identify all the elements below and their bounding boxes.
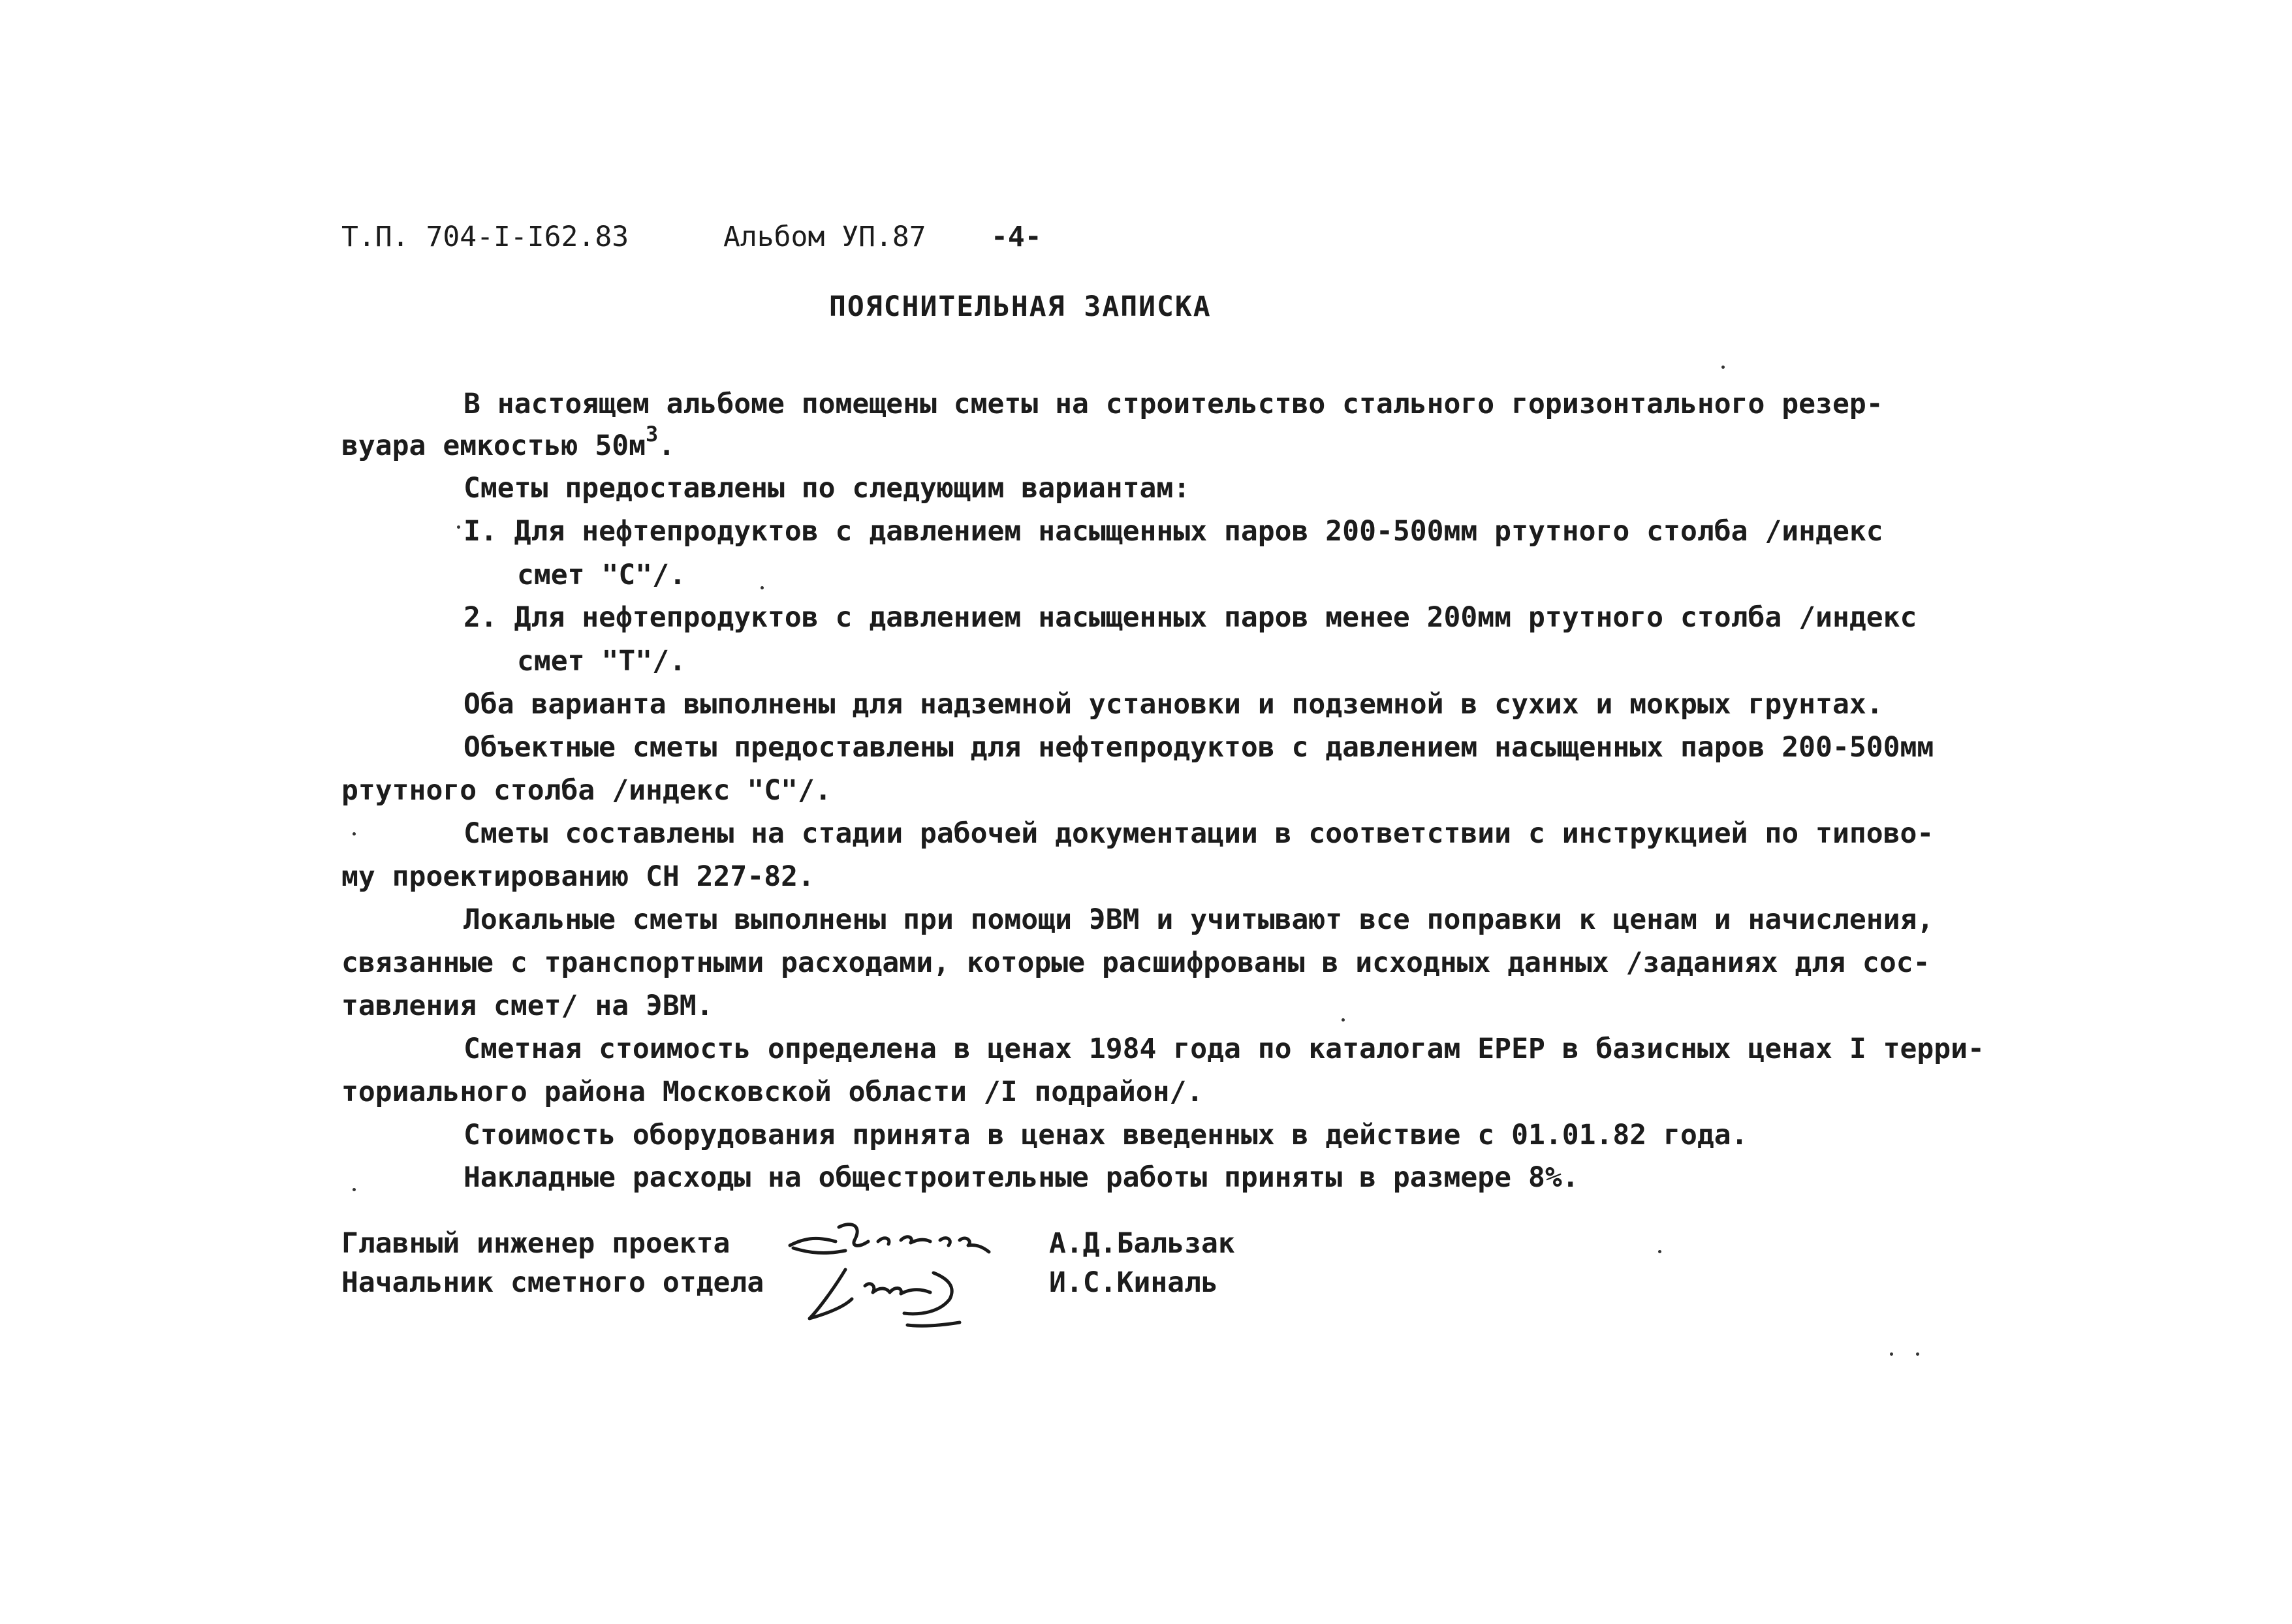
scan-speck <box>457 525 460 529</box>
scan-speck <box>1890 1352 1893 1356</box>
variant-1-line-1: І. Для нефтепродуктов с давлением насыщенных паров 200-500мм ртутного столба /индекс <box>463 515 1883 548</box>
scan-speck <box>1658 1250 1661 1253</box>
variant-2-line-1: 2. Для нефтепродуктов с давлением насыщенных паров менее 200мм ртутного столба /индекс <box>463 601 1917 634</box>
paragraph-both-variants: Оба варианта выполнены для надземной установки и подземной в сухих и мокрых грунтах. <box>463 688 1883 721</box>
page-number: -4- <box>991 221 1042 253</box>
paragraph-equipment: Стоимость оборудования принята в ценах введенных в действие с 01.01.82 года. <box>463 1119 1748 1151</box>
intro-text: вуара емкостью 50м <box>341 429 646 462</box>
paragraph-local-estimates-line-2: связанные с транспортными расходами, которые расшифрованы в исходных данных /заданиях для сос- <box>341 946 1930 979</box>
document-title: ПОЯСНИТЕЛЬНАЯ ЗАПИСКА <box>829 290 1212 323</box>
intro-period: . <box>658 429 676 462</box>
signature-role-estimate-head: Начальник сметного отдела <box>341 1266 764 1299</box>
project-code: Т.П. 704-І-І62.83 <box>341 221 629 253</box>
variants-lead: Сметы предоставлены по следующим вариантам: <box>463 472 1191 505</box>
paragraph-overhead: Накладные расходы на общестроительные работы приняты в размере 8%. <box>463 1161 1579 1194</box>
album-number: Альбом УП.87 <box>723 221 926 253</box>
scan-speck <box>761 586 764 589</box>
paragraph-cost-line-1: Сметная стоимость определена в ценах 1984 года по каталогам ЕРЕР в базисных ценах I терри- <box>463 1033 1985 1065</box>
paragraph-cost-line-2: ториального района Московской области /I подрайон/. <box>341 1076 1204 1108</box>
handwritten-signatures <box>774 1201 1048 1332</box>
scan-speck <box>1342 1018 1345 1022</box>
scan-speck <box>353 832 356 835</box>
variant-2-line-2: смет "Т"/. <box>517 645 686 678</box>
paragraph-composition-line-1: Сметы составлены на стадии рабочей документации в соответствии с инструкцией по типово- <box>463 817 1934 850</box>
scan-speck <box>353 1188 356 1191</box>
intro-superscript: 3 <box>646 421 659 446</box>
signature-role-chief-engineer: Главный инженер проекта <box>341 1227 730 1260</box>
paragraph-object-estimates-line-2: ртутного столба /индекс "С"/. <box>341 774 832 807</box>
variant-1-line-2: смет "С"/. <box>517 559 686 591</box>
scan-speck <box>1721 366 1725 369</box>
signature-name-chief-engineer: А.Д.Бальзак <box>1049 1227 1235 1260</box>
paragraph-object-estimates-line-1: Объектные сметы предоставлены для нефтепродуктов с давлением насыщенных паров 200-500мм <box>463 731 1934 764</box>
intro-line-2 <box>341 421 676 467</box>
paragraph-composition-line-2: му проектированию СН 227-82. <box>341 860 815 893</box>
paragraph-local-estimates-line-3: тавления смет/ на ЭВМ. <box>341 990 714 1022</box>
paragraph-local-estimates-line-1: Локальные сметы выполнены при помощи ЭВМ и учитывают все поправки к ценам и начисления, <box>463 903 1934 936</box>
signature-name-estimate-head: И.С.Киналь <box>1049 1266 1218 1299</box>
intro-line-1: В настоящем альбоме помещены сметы на строительство стального горизонтального резер- <box>463 388 1883 420</box>
scan-speck <box>1916 1352 1919 1356</box>
